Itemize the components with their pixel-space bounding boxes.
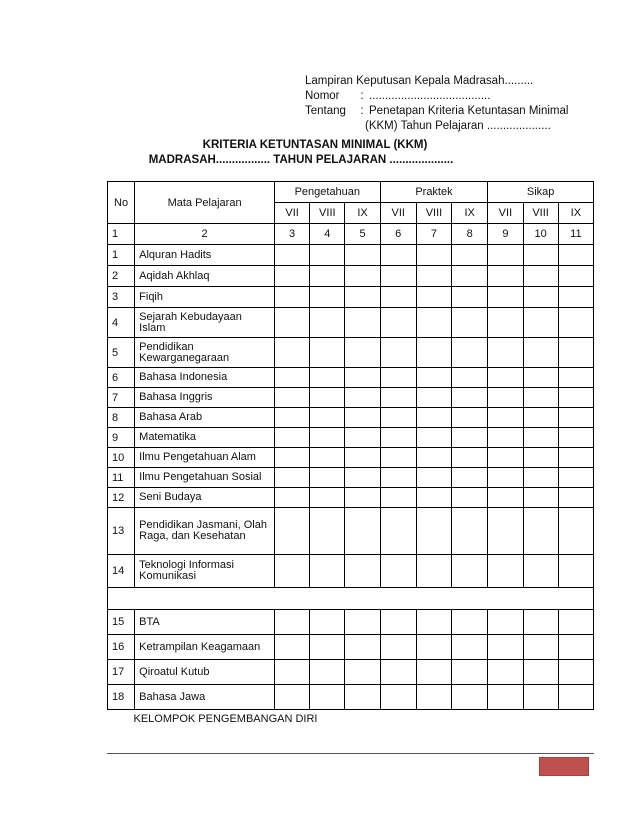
kkm-value-cell <box>275 635 310 660</box>
kkm-value-cell <box>558 266 593 287</box>
kkm-value-cell <box>416 610 451 635</box>
kkm-value-cell <box>345 428 380 448</box>
column-number: 4 <box>310 224 345 245</box>
kkm-value-cell <box>345 408 380 428</box>
kkm-value-cell <box>416 488 451 508</box>
table-row <box>108 368 594 388</box>
kkm-value-cell <box>523 266 558 287</box>
column-number: 9 <box>488 224 523 245</box>
row-number: 13 <box>108 508 135 555</box>
kkm-value-cell <box>558 388 593 408</box>
kkm-value-cell <box>488 338 523 368</box>
table-row <box>108 555 594 588</box>
row-number: 5 <box>108 338 135 368</box>
kkm-value-cell <box>275 388 310 408</box>
kkm-value-cell <box>452 635 488 660</box>
kkm-value-cell <box>416 308 451 338</box>
column-number: 6 <box>380 224 416 245</box>
kkm-value-cell <box>523 610 558 635</box>
table-row <box>108 287 594 308</box>
header-grade: IX <box>452 203 488 224</box>
column-number: 7 <box>416 224 451 245</box>
header-grade: IX <box>345 203 380 224</box>
kkm-value-cell <box>452 685 488 710</box>
kkm-value-cell <box>558 488 593 508</box>
column-number: 3 <box>275 224 310 245</box>
kkm-value-cell <box>558 287 593 308</box>
kkm-value-cell <box>488 308 523 338</box>
kkm-value-cell <box>558 610 593 635</box>
table-row-separator <box>108 588 594 610</box>
kkm-value-cell <box>380 610 416 635</box>
header-nomor <box>305 89 625 104</box>
kkm-value-cell <box>452 338 488 368</box>
kkm-value-cell <box>310 685 345 710</box>
kkm-value-cell <box>380 468 416 488</box>
row-number: 12 <box>108 488 135 508</box>
kkm-value-cell <box>345 685 380 710</box>
kkm-value-cell <box>310 468 345 488</box>
kkm-value-cell <box>416 408 451 428</box>
kkm-value-cell <box>416 635 451 660</box>
kkm-value-cell <box>416 448 451 468</box>
kkm-value-cell <box>345 508 380 555</box>
kkm-value-cell <box>275 468 310 488</box>
kkm-value-cell <box>275 685 310 710</box>
kkm-value-cell <box>380 685 416 710</box>
kkm-value-cell <box>452 428 488 448</box>
kkm-value-cell <box>275 508 310 555</box>
kkm-value-cell <box>275 428 310 448</box>
kkm-value-cell <box>416 660 451 685</box>
kkm-value-cell <box>416 428 451 448</box>
kkm-value-cell <box>452 508 488 555</box>
row-number: 7 <box>108 388 135 408</box>
kkm-value-cell <box>488 488 523 508</box>
kkm-value-cell <box>345 368 380 388</box>
column-number: 8 <box>452 224 488 245</box>
table-row <box>108 660 594 685</box>
row-number: 15 <box>108 610 135 635</box>
kkm-value-cell <box>488 635 523 660</box>
row-number: 3 <box>108 287 135 308</box>
kkm-value-cell <box>558 428 593 448</box>
kkm-value-cell <box>452 488 488 508</box>
kkm-value-cell <box>416 266 451 287</box>
header-lampiran-text: Lampiran Keputusan Kepala Madrasah......... <box>305 75 534 87</box>
row-number: 17 <box>108 660 135 685</box>
kkm-value-cell <box>380 660 416 685</box>
kkm-value-cell <box>416 338 451 368</box>
kkm-value-cell <box>452 660 488 685</box>
table-row <box>108 308 594 338</box>
tentang-value: Penetapan Kriteria Ketuntasan Minimal <box>369 105 569 117</box>
kkm-value-cell <box>310 266 345 287</box>
kkm-value-cell <box>488 468 523 488</box>
kkm-value-cell <box>310 508 345 555</box>
kkm-value-cell <box>452 308 488 338</box>
kkm-value-cell <box>275 245 310 266</box>
row-number: 2 <box>108 266 135 287</box>
row-number: 14 <box>108 555 135 588</box>
kkm-value-cell <box>345 555 380 588</box>
kkm-value-cell <box>523 488 558 508</box>
kkm-value-cell <box>523 428 558 448</box>
header-lampiran <box>305 74 625 89</box>
kkm-value-cell <box>523 635 558 660</box>
header-grade: VII <box>380 203 416 224</box>
kkm-value-cell <box>488 555 523 588</box>
kkm-value-cell <box>488 428 523 448</box>
kkm-value-cell <box>275 338 310 368</box>
kkm-value-cell <box>345 266 380 287</box>
kkm-value-cell <box>488 368 523 388</box>
row-subject: Matematika <box>135 428 275 448</box>
kkm-value-cell <box>310 368 345 388</box>
kkm-value-cell <box>345 388 380 408</box>
kkm-value-cell <box>488 287 523 308</box>
kkm-value-cell <box>345 287 380 308</box>
kkm-value-cell <box>488 245 523 266</box>
row-number: 16 <box>108 635 135 660</box>
kkm-value-cell <box>275 610 310 635</box>
kkm-value-cell <box>380 488 416 508</box>
row-subject: Qiroatul Kutub <box>135 660 275 685</box>
kkm-value-cell <box>452 555 488 588</box>
kkm-value-cell <box>345 635 380 660</box>
kkm-value-cell <box>380 428 416 448</box>
kkm-value-cell <box>558 308 593 338</box>
kkm-value-cell <box>380 555 416 588</box>
kkm-value-cell <box>452 388 488 408</box>
kkm-value-cell <box>523 338 558 368</box>
header-group-pengetahuan: Pengetahuan <box>275 182 381 203</box>
kkm-value-cell <box>488 388 523 408</box>
kkm-value-cell <box>345 245 380 266</box>
row-subject: Bahasa Jawa <box>135 685 275 710</box>
kkm-value-cell <box>523 245 558 266</box>
kkm-value-cell <box>558 508 593 555</box>
kkm-value-cell <box>488 448 523 468</box>
row-number: 18 <box>108 685 135 710</box>
header-mata-pelajaran: Mata Pelajaran <box>135 182 275 224</box>
header-grade: IX <box>558 203 593 224</box>
kkm-value-cell <box>558 555 593 588</box>
kkm-value-cell <box>345 610 380 635</box>
row-subject: Pendidikan Jasmani, Olah Raga, dan Kesehatan <box>135 508 275 555</box>
kkm-value-cell <box>345 468 380 488</box>
table-row <box>108 508 594 555</box>
kkm-value-cell <box>523 468 558 488</box>
kkm-value-cell <box>523 555 558 588</box>
kkm-value-cell <box>558 468 593 488</box>
kkm-value-cell <box>380 287 416 308</box>
column-number: 2 <box>135 224 275 245</box>
kkm-value-cell <box>310 408 345 428</box>
table-row <box>108 338 594 368</box>
kkm-value-cell <box>310 287 345 308</box>
table-row <box>108 588 594 610</box>
table-row <box>108 408 594 428</box>
kkm-value-cell <box>558 408 593 428</box>
row-number: 11 <box>108 468 135 488</box>
kkm-value-cell <box>310 448 345 468</box>
row-number: 1 <box>108 245 135 266</box>
kkm-value-cell <box>452 408 488 428</box>
kkm-value-cell <box>275 266 310 287</box>
kkm-value-cell <box>310 338 345 368</box>
nomor-label: Nomor <box>305 90 340 102</box>
tentang-label: Tentang <box>305 105 346 117</box>
kkm-value-cell <box>523 448 558 468</box>
kkm-value-cell <box>416 287 451 308</box>
row-number: 8 <box>108 408 135 428</box>
kkm-value-cell <box>488 266 523 287</box>
table-row <box>108 685 594 710</box>
kkm-value-cell <box>310 555 345 588</box>
kkm-value-cell <box>345 338 380 368</box>
kkm-value-cell <box>416 388 451 408</box>
header-group-sikap: Sikap <box>488 182 594 203</box>
kkm-value-cell <box>310 428 345 448</box>
kkm-value-cell <box>416 468 451 488</box>
kkm-value-cell <box>310 245 345 266</box>
kkm-value-cell <box>488 685 523 710</box>
header-grade: VIII <box>416 203 451 224</box>
kkm-value-cell <box>452 468 488 488</box>
row-subject: Teknologi Informasi Komunikasi <box>135 555 275 588</box>
kkm-value-cell <box>452 610 488 635</box>
kkm-value-cell <box>558 448 593 468</box>
kkm-value-cell <box>380 338 416 368</box>
kkm-value-cell <box>345 308 380 338</box>
kkm-value-cell <box>380 266 416 287</box>
kkm-value-cell <box>310 660 345 685</box>
document-header <box>305 74 625 134</box>
kkm-value-cell <box>523 508 558 555</box>
row-subject: Ilmu Pengetahuan Sosial <box>135 468 275 488</box>
kkm-value-cell <box>452 287 488 308</box>
kkm-value-cell <box>310 488 345 508</box>
row-number: 6 <box>108 368 135 388</box>
kkm-value-cell <box>558 635 593 660</box>
row-subject: Ilmu Pengetahuan Alam <box>135 448 275 468</box>
kkm-value-cell <box>345 660 380 685</box>
header-grade: VII <box>275 203 310 224</box>
kkm-value-cell <box>558 245 593 266</box>
table-row <box>108 468 594 488</box>
kkm-table <box>107 181 594 729</box>
kkm-value-cell <box>275 660 310 685</box>
table-row <box>108 488 594 508</box>
kkm-value-cell <box>310 388 345 408</box>
kkm-value-cell <box>345 448 380 468</box>
table-footer-row <box>108 710 594 729</box>
kkm-value-cell <box>558 660 593 685</box>
kkm-value-cell <box>380 368 416 388</box>
header-grade: VII <box>488 203 523 224</box>
column-number: 5 <box>345 224 380 245</box>
header-grade: VIII <box>523 203 558 224</box>
kkm-value-cell <box>523 388 558 408</box>
table-row <box>108 388 594 408</box>
tentang-separator: : <box>360 105 364 117</box>
kkm-value-cell <box>275 408 310 428</box>
row-subject: Fiqih <box>135 287 275 308</box>
kkm-value-cell <box>380 308 416 338</box>
kkm-value-cell <box>380 245 416 266</box>
kkm-value-cell <box>523 287 558 308</box>
kkm-value-cell <box>488 660 523 685</box>
kkm-value-cell <box>310 635 345 660</box>
column-number: 1 <box>108 224 135 245</box>
nomor-value: ...................................... <box>369 90 491 102</box>
row-subject: Aqidah Akhlaq <box>135 266 275 287</box>
kkm-value-cell <box>310 308 345 338</box>
header-row-numbers <box>108 224 594 245</box>
kkm-value-cell <box>523 368 558 388</box>
kkm-value-cell <box>275 368 310 388</box>
row-subject: Bahasa Indonesia <box>135 368 275 388</box>
kkm-value-cell <box>380 635 416 660</box>
page-number-box <box>539 757 589 776</box>
row-subject: Seni Budaya <box>135 488 275 508</box>
kkm-value-cell <box>275 488 310 508</box>
header-grade: VIII <box>310 203 345 224</box>
kkm-value-cell <box>345 488 380 508</box>
kkm-value-cell <box>380 448 416 468</box>
kkm-value-cell <box>452 245 488 266</box>
kkm-value-cell <box>416 368 451 388</box>
row-subject: Alquran Hadits <box>135 245 275 266</box>
kkm-value-cell <box>452 448 488 468</box>
column-number: 11 <box>558 224 593 245</box>
kkm-value-cell <box>380 408 416 428</box>
kkm-value-cell <box>452 266 488 287</box>
row-subject: Ketrampilan Keagamaan <box>135 635 275 660</box>
kkm-value-cell <box>380 508 416 555</box>
header-group-praktek: Praktek <box>380 182 488 203</box>
kkm-value-cell <box>310 610 345 635</box>
kkm-value-cell <box>488 408 523 428</box>
kkm-value-cell <box>523 408 558 428</box>
kkm-value-cell <box>275 287 310 308</box>
kkm-value-cell <box>558 685 593 710</box>
table-row <box>108 610 594 635</box>
table-row <box>108 428 594 448</box>
kkm-value-cell <box>416 685 451 710</box>
row-number: 4 <box>108 308 135 338</box>
header-tentang <box>305 104 625 119</box>
document-subtitle: MADRASAH................. TAHUN PELAJARAN .................... <box>148 154 454 166</box>
kkm-value-cell <box>416 508 451 555</box>
kkm-value-cell <box>452 368 488 388</box>
row-subject: BTA <box>135 610 275 635</box>
table-row <box>108 448 594 468</box>
column-number: 10 <box>523 224 558 245</box>
row-subject: Sejarah Kebudayaan Islam <box>135 308 275 338</box>
table-row <box>108 635 594 660</box>
header-no: No <box>108 182 135 224</box>
nomor-separator: : <box>360 90 364 102</box>
kkm-value-cell <box>275 555 310 588</box>
row-subject: Pendidikan Kewarganegaraan <box>135 338 275 368</box>
table-row <box>108 266 594 287</box>
table-row <box>108 245 594 266</box>
kelompok-pengembangan-diri: KELOMPOK PENGEMBANGAN DIRI <box>108 710 594 729</box>
kkm-value-cell <box>380 388 416 408</box>
row-number: 9 <box>108 428 135 448</box>
row-number: 10 <box>108 448 135 468</box>
tentang-continuation: (KKM) Tahun Pelajaran .................... <box>365 120 551 132</box>
kkm-value-cell <box>558 338 593 368</box>
header-row-groups <box>108 182 594 203</box>
kkm-value-cell <box>488 610 523 635</box>
kkm-value-cell <box>558 368 593 388</box>
kkm-value-cell <box>488 508 523 555</box>
kkm-value-cell <box>523 308 558 338</box>
kkm-value-cell <box>523 660 558 685</box>
kkm-value-cell <box>416 555 451 588</box>
kkm-value-cell <box>275 308 310 338</box>
footer-divider <box>107 753 594 754</box>
kkm-value-cell <box>523 685 558 710</box>
kkm-value-cell <box>275 448 310 468</box>
kkm-value-cell <box>416 245 451 266</box>
document-title: KRITERIA KETUNTASAN MINIMAL (KKM) <box>202 139 428 151</box>
row-subject: Bahasa Inggris <box>135 388 275 408</box>
row-subject: Bahasa Arab <box>135 408 275 428</box>
